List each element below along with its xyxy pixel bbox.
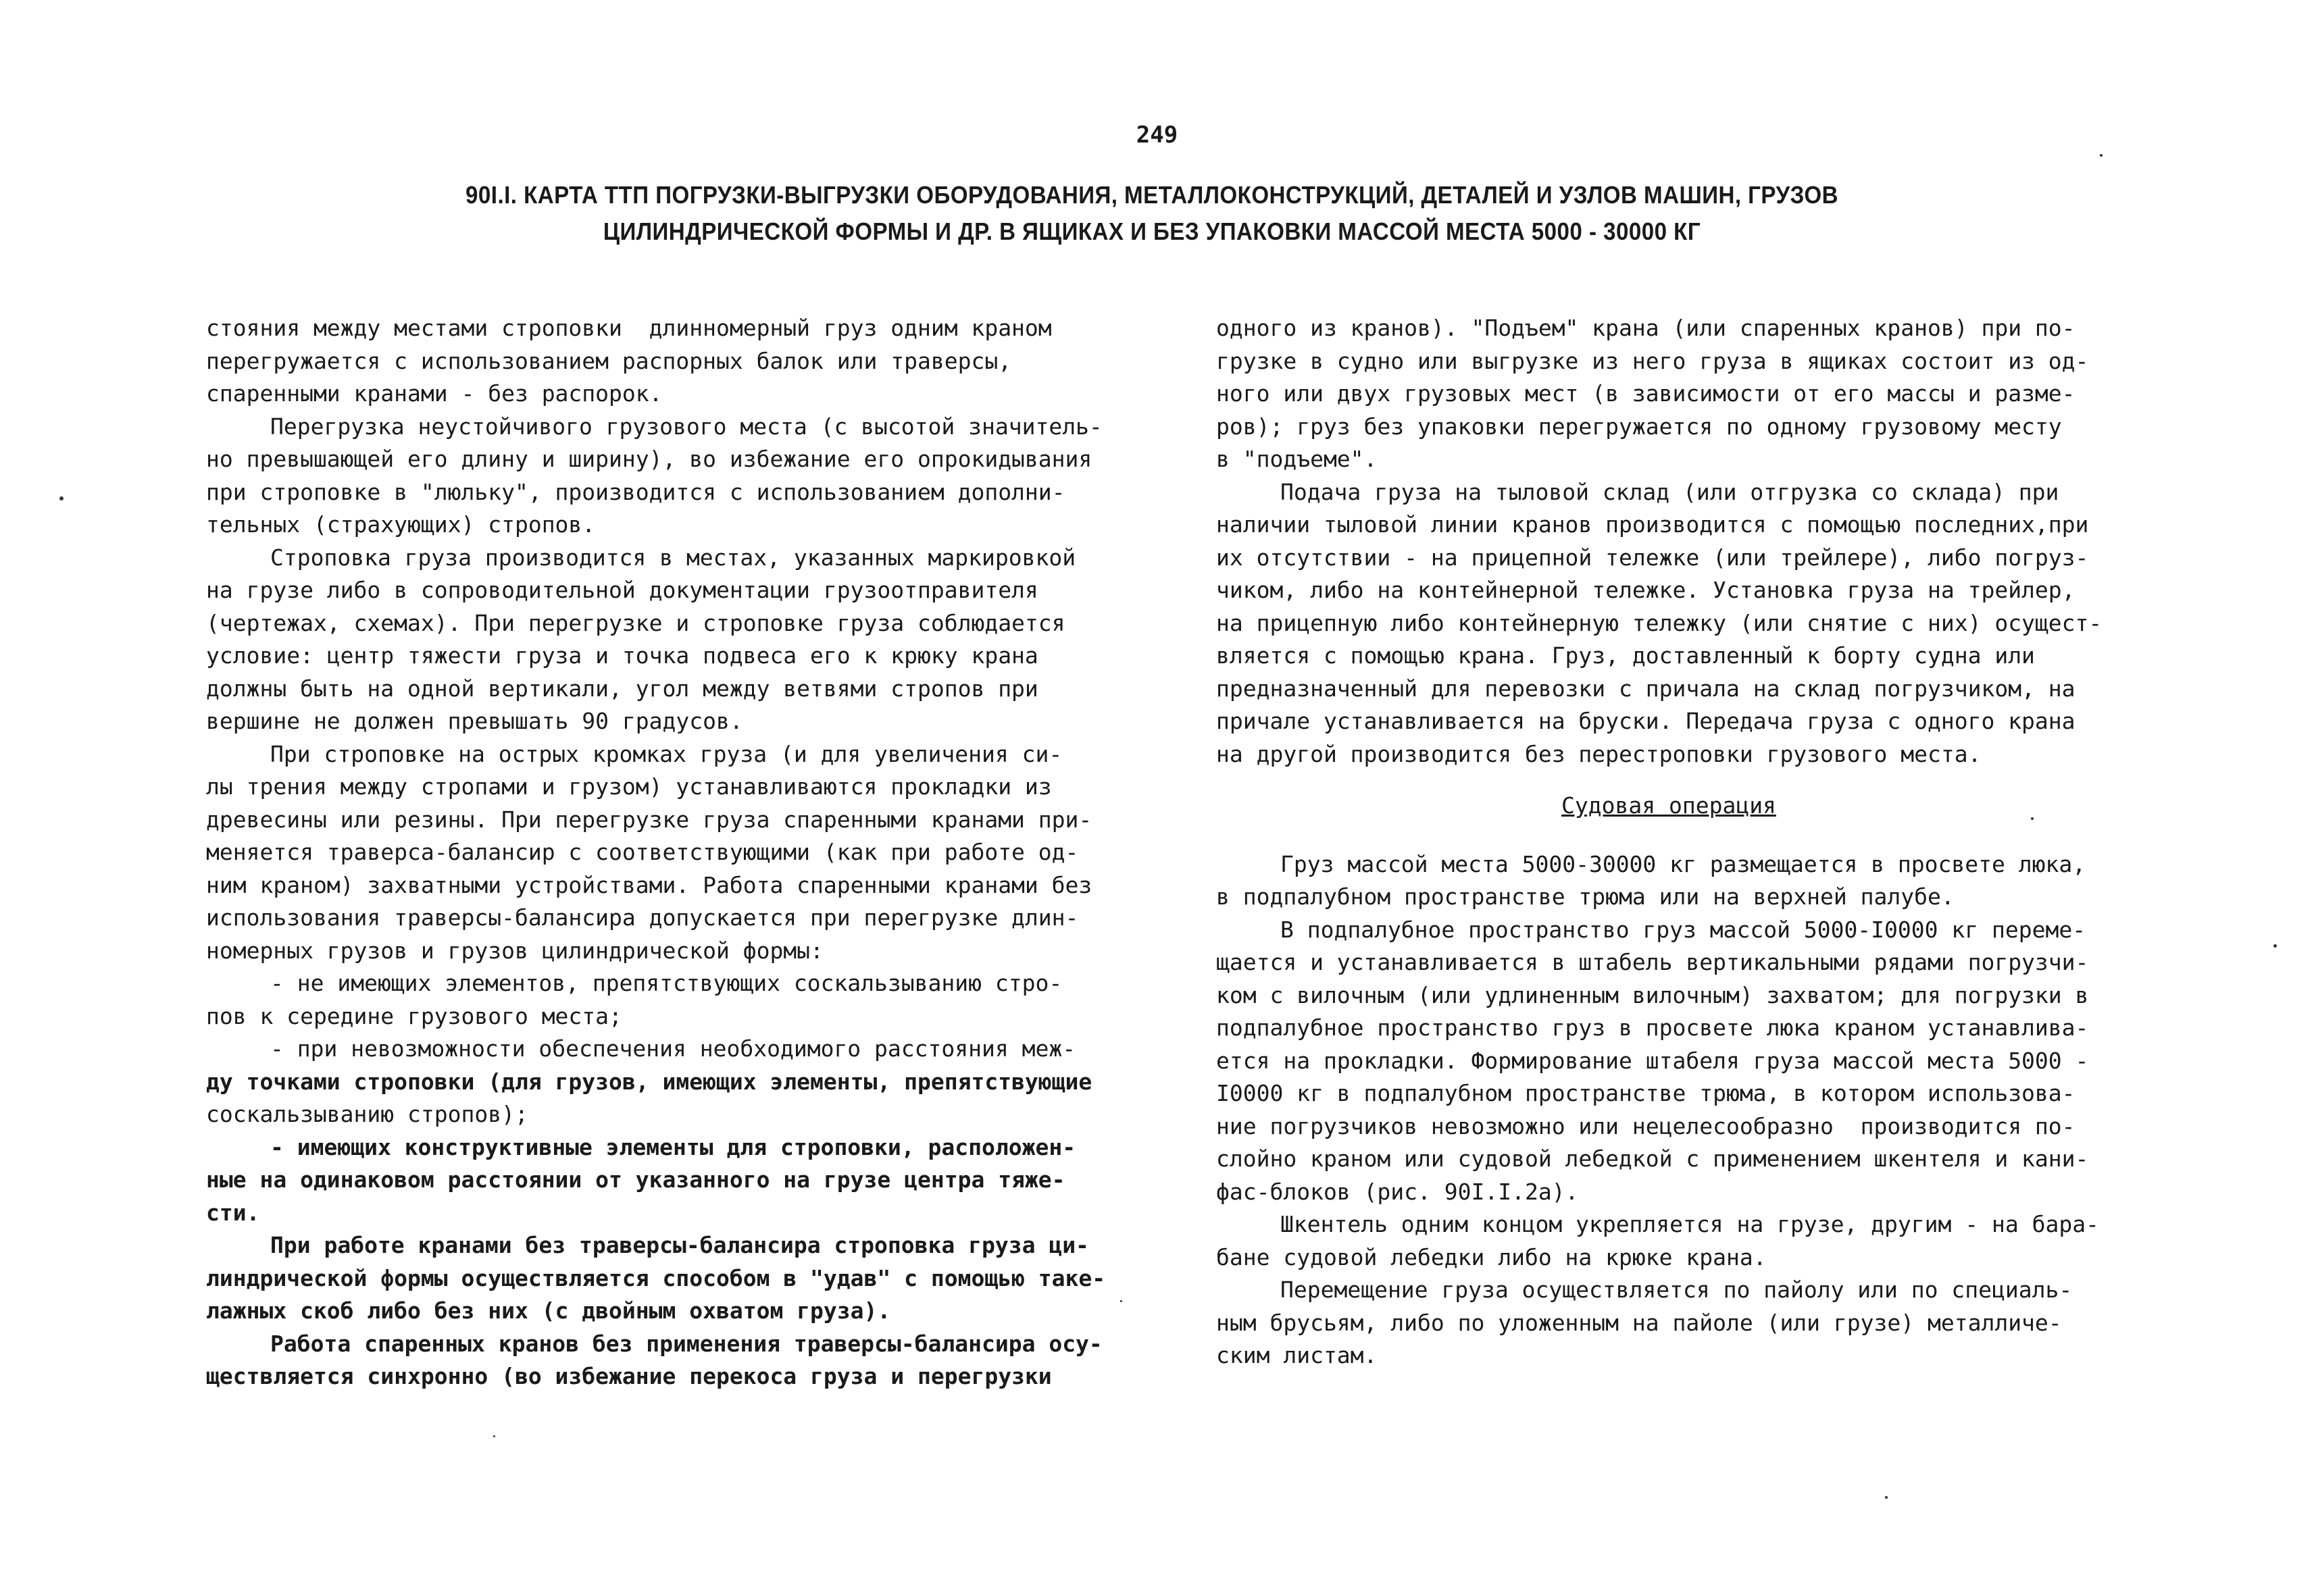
text-line: предназначенный для перевозки с причала на склад погрузчиком, на — [1216, 675, 2076, 702]
text-line: Перегрузка неустойчивого грузового места (с высотой значитель- — [270, 413, 1103, 440]
text-line: условие: центр тяжести груза и точка подвеса его к крюку крана — [206, 642, 1038, 669]
document-title — [441, 177, 1864, 250]
text-line: Строповка груза производится в местах, указанных маркировкой — [270, 544, 1076, 571]
text-line: их отсутствии - на прицепной тележке (или трейлере), либо погруз- — [1216, 544, 2089, 571]
text-line: тельных (страхующих) стропов. — [206, 511, 596, 538]
scan-speck — [2100, 154, 2103, 157]
scan-speck — [493, 1435, 495, 1437]
text-line: (чертежах, схемах). При перегрузке и строповке груза соблюдается — [206, 609, 1065, 636]
text-line: ные на одинаковом расстоянии от указанного на грузе центра тяже- — [206, 1166, 1065, 1193]
text-line: При строповке на острых кромках груза (и для увеличения си- — [270, 740, 1063, 767]
scan-speck — [59, 496, 64, 500]
text-line: ду точками строповки (для грузов, имеющих элементы, препятствующие — [206, 1068, 1092, 1095]
text-line: Перемещение груза осуществляется по пайолу или по специаль- — [1280, 1277, 2073, 1303]
text-line: лы трения между стропами и грузом) устанавливаются прокладки из — [206, 773, 1052, 800]
title-line-1: 90I.I. КАРТА ТТП ПОГРУЗКИ-ВЫГРУЗКИ ОБОРУДОВАНИЯ, МЕТАЛЛОКОНСТРУКЦИЙ, ДЕТАЛЕЙ И УЗЛОВ МАШИН, ГРУЗОВ — [466, 181, 1838, 209]
text-line: - имеющих конструктивные элементы для строповки, расположен- — [270, 1133, 1076, 1160]
text-line: при строповке в "люльку", производится с использованием дополни- — [206, 478, 1065, 505]
text-line: слойно краном или судовой лебедкой с применением шкентеля и кани- — [1216, 1145, 2089, 1172]
text-line: подпалубное пространство груз в просвете люка краном устанавлива- — [1216, 1014, 2089, 1041]
text-line: ется на прокладки. Формирование штабеля груза массой места 5000 - — [1216, 1047, 2089, 1074]
text-line: лажных скоб либо без них (с двойным охватом груза). — [206, 1297, 891, 1324]
text-line: грузке в судно или выгрузке из него груза в ящиках состоит из од- — [1216, 347, 2089, 374]
text-line: на другой производится без перестроповки грузового места. — [1216, 740, 1982, 767]
text-line: В подпалубное пространство груз массой 5000-I0000 кг переме- — [1280, 916, 2086, 943]
text-line: фас-блоков (рис. 90I.I.2а). — [1216, 1178, 1579, 1205]
text-line: в "подъеме". — [1216, 446, 1378, 472]
text-line: ров); груз без упаковки перегружается по одному грузовому месту — [1216, 413, 2062, 440]
scan-speck — [2031, 817, 2034, 820]
text-line: I0000 кг в подпалубном пространстве трюма, в котором использова- — [1216, 1080, 2076, 1106]
page-number: 249 — [1136, 122, 1178, 149]
text-line: соскальзыванию стропов); — [206, 1101, 528, 1127]
text-line: вляется с помощью крана. Груз, доставленный к борту судна или — [1216, 642, 2035, 669]
text-line: наличии тыловой линии кранов производится с помощью последних,при — [1216, 511, 2089, 538]
text-line: ским листам. — [1216, 1342, 1378, 1368]
text-line: - не имеющих элементов, препятствующих соскальзыванию стро- — [270, 970, 1063, 996]
text-line: линдрической формы осуществляется способом в "удав" с помощью таке- — [206, 1264, 1106, 1291]
text-line: ние погрузчиков невозможно или нецелесообразно производится по- — [1216, 1112, 2076, 1139]
scan-speck — [2273, 944, 2277, 948]
text-line: использования траверсы-балансира допускается при перегрузке длин- — [206, 904, 1079, 931]
text-line: номерных грузов и грузов цилиндрической формы: — [206, 937, 824, 964]
text-line: на прицепную либо контейнерную тележку (или снятие с них) осущест- — [1216, 609, 2103, 636]
text-line: Груз массой места 5000-30000 кг размещается в просвете люка, — [1280, 850, 2086, 877]
text-line: - при невозможности обеспечения необходимого расстояния меж- — [270, 1035, 1076, 1062]
text-line: Подача груза на тыловой склад (или отгрузка со склада) при — [1280, 478, 2059, 505]
text-line: перегружается с использованием распорных балок или траверсы, — [206, 347, 1012, 374]
text-line: древесины или резины. При перегрузке груза спаренными кранами при- — [206, 806, 1092, 833]
left-text-column — [206, 312, 1111, 1393]
text-line: бане судовой лебедки либо на крюке крана. — [1216, 1243, 1767, 1270]
text-line: ществляется синхронно (во избежание перекоса груза и перегрузки — [206, 1363, 1052, 1389]
text-line: причале устанавливается на бруски. Передача груза с одного крана — [1216, 708, 2076, 734]
text-line: При работе кранами без траверсы-балансира строповка груза ци- — [270, 1232, 1089, 1258]
scan-speck — [1120, 1300, 1122, 1302]
scan-speck — [1885, 1496, 1888, 1499]
text-line: одного из кранов). "Подъем" крана (или спаренных кранов) при по- — [1216, 315, 2076, 341]
text-line: на грузе либо в сопроводительной документации грузоотправителя — [206, 577, 1038, 603]
text-line: щается и устанавливается в штабель вертикальными рядами погрузчи- — [1216, 949, 2089, 975]
text-line: сти. — [206, 1199, 260, 1226]
text-line: ком с вилочным (или удлиненным вилочным) захватом; для погрузки в — [1216, 981, 2089, 1008]
text-line: Работа спаренных кранов без применения траверсы-балансира осу- — [270, 1330, 1103, 1357]
text-line: ным брусьям, либо по уложенным на пайоле (или грузе) металличе- — [1216, 1309, 2062, 1336]
text-line: пов к середине грузового места; — [206, 1002, 622, 1029]
right-text-column — [1216, 312, 2121, 1372]
text-line: ного или двух грузовых мест (в зависимости от его массы и разме- — [1216, 380, 2076, 407]
title-line-2: ЦИЛИНДРИЧЕСКОЙ ФОРМЫ И ДР. В ЯЩИКАХ И БЕЗ УПАКОВКИ МАССОЙ МЕСТА 5000 - 30000 КГ — [603, 217, 1701, 245]
text-line: меняется траверса-балансир с соответствующими (как при работе од- — [206, 839, 1079, 865]
section-heading: Судовая операция — [1561, 792, 1776, 819]
text-line: вершине не должен превышать 90 градусов. — [206, 708, 743, 734]
text-line: ним краном) захватными устройствами. Работа спаренными кранами без — [206, 871, 1092, 898]
text-line: Шкентель одним концом укрепляется на грузе, другим - на бара- — [1280, 1211, 2099, 1237]
text-line: в подпалубном пространстве трюма или на верхней палубе. — [1216, 883, 1955, 910]
text-line: должны быть на одной вертикали, угол между ветвями стропов при — [206, 675, 1038, 702]
text-line: чиком, либо на контейнерной тележке. Установка груза на трейлер, — [1216, 577, 2076, 603]
text-line: но превышающей его длину и ширину), во избежание его опрокидывания — [206, 446, 1092, 472]
text-line: спаренными кранами - без распорок. — [206, 380, 663, 407]
text-line: стояния между местами строповки длинномерный груз одним краном — [206, 315, 1052, 341]
